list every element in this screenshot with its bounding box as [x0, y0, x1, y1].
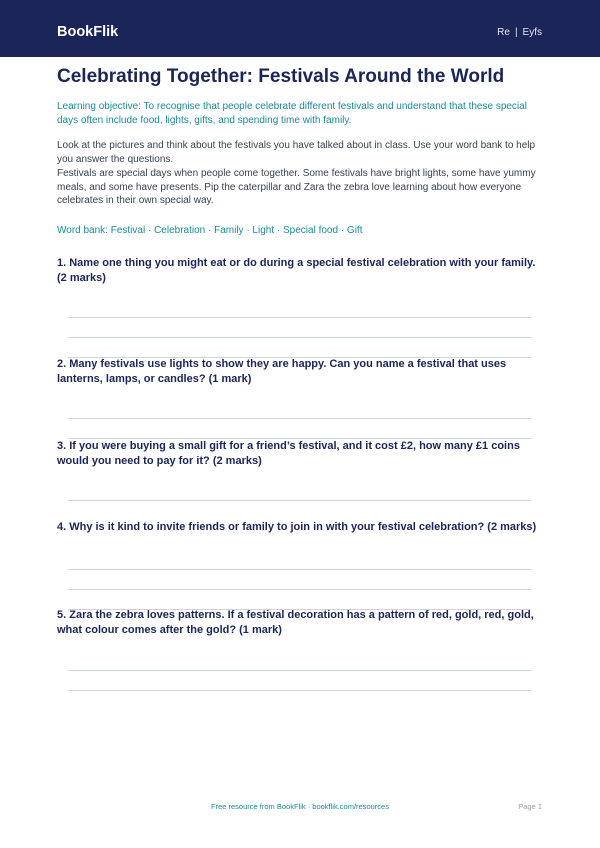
header-tags [497, 26, 542, 40]
level-tag: Eyfs [522, 27, 542, 38]
page-number: Page 1 [518, 802, 542, 811]
answer-line[interactable] [68, 670, 531, 671]
tag-separator: | [514, 27, 518, 38]
learning-objective: Learning objective: To recognise that people celebrate different festivals and understand that these special days often include food, lights, gifts, and spending time with family. [57, 101, 527, 126]
page-title: Celebrating Together: Festivals Around the World [57, 66, 505, 87]
question-5: 5. Zara the zebra loves patterns. If a festival decoration has a pattern of red, gold, red, gold, what colour comes after the gold? (1 mark) [57, 609, 534, 636]
answer-line[interactable] [68, 337, 531, 338]
answer-line[interactable] [68, 690, 531, 691]
answer-line[interactable] [68, 569, 531, 570]
answer-line[interactable] [68, 500, 531, 501]
answer-line[interactable] [68, 418, 531, 419]
intro-text: Festivals are special days when people come together. Some festivals have bright lights, some have yummy meals, and some have presents. Pip the caterpillar and Zara the zebra love learning about how everyone celebrates in their own special way. [57, 168, 536, 206]
word-bank: Word bank: Festival · Celebration · Family · Light · Special food · Gift [57, 225, 363, 236]
answer-line[interactable] [68, 317, 531, 318]
question-1: 1. Name one thing you might eat or do during a special festival celebration with your family. (2 marks) [57, 257, 536, 284]
subject-tag: Re [497, 27, 510, 38]
question-2: 2. Many festivals use lights to show they are happy. Can you name a festival that uses lanterns, lamps, or candles? (1 mark) [57, 358, 507, 385]
header-bar [0, 0, 600, 57]
question-3: 3. If you were buying a small gift for a friend’s festival, and it cost £2, how many £1 coins would you need to pay for it? (2 marks) [57, 440, 520, 467]
footer-resource-link[interactable]: Free resource from BookFlik · bookflik.com/resources [211, 802, 389, 811]
question-4: 4. Why is it kind to invite friends or family to join in with your festival celebration? (2 marks) [57, 521, 537, 533]
answer-line[interactable] [68, 589, 531, 590]
brand-logo[interactable]: BookFlik [57, 24, 119, 40]
instructions-text: Look at the pictures and think about the festivals you have talked about in class. Use your word bank to help you answer the questions. [57, 140, 536, 165]
